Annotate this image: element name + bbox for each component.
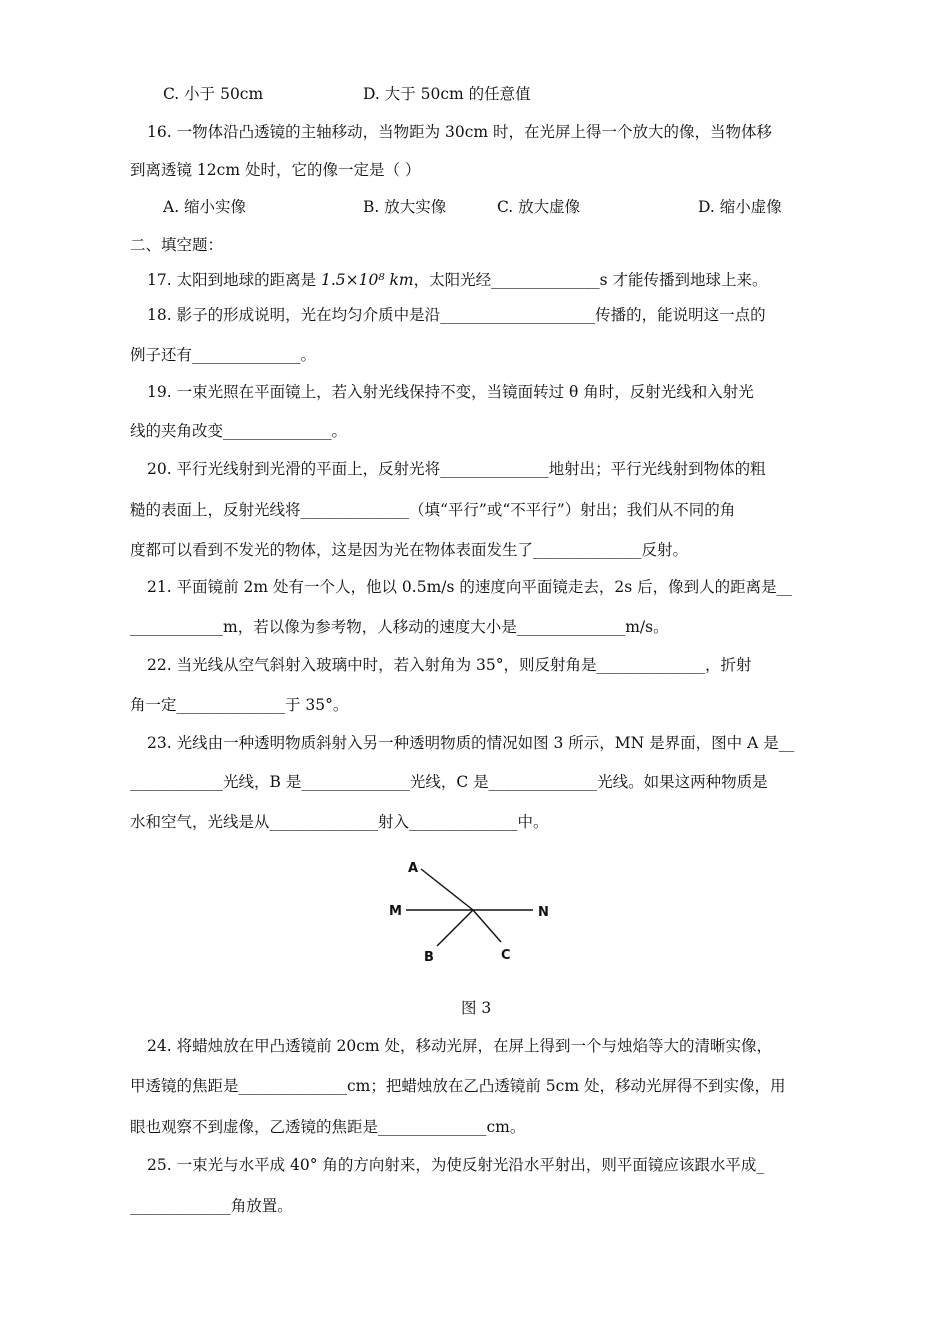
- q17-text-2: ，太阳光经______________s 才能传播到地球上来。: [413, 271, 768, 289]
- q20-line-1: 20. 平行光线射到光滑的平面上，反射光将______________地射出；平行光线射到物体的粗: [147, 460, 766, 478]
- q21-line-1: 21. 平面镜前 2m 处有一个人，他以 0.5m/s 的速度向平面镜走去，2s 后，像到人的距离是__: [147, 578, 793, 596]
- q16-option-c: C. 放大虚像: [497, 198, 581, 216]
- label-c: C: [501, 948, 511, 963]
- q16-option-b: B. 放大实像: [363, 198, 447, 216]
- q22-line-2: 角一定______________于 35°。: [130, 696, 349, 714]
- q18-line-1: 18. 影子的形成说明，光在均匀介质中是沿____________________传播的，能说明这一点的: [147, 306, 766, 324]
- q17-line-1: [147, 270, 768, 290]
- q23-line-1: 23. 光线由一种透明物质斜射入另一种透明物质的情况如图 3 所示，MN 是界面，图中 A 是__: [147, 734, 795, 752]
- q17-text: 17. 太阳到地球的距离是: [147, 271, 322, 289]
- q24-line-3: 眼也观察不到虚像，乙透镜的焦距是______________cm。: [130, 1118, 526, 1136]
- q24-line-2: 甲透镜的焦距是______________cm；把蜡烛放在乙凸透镜前 5cm 处，移动光屏得不到实像，用: [130, 1077, 786, 1095]
- q20-line-3: 度都可以看到不发光的物体，这是因为光在物体表面发生了______________反射。: [130, 541, 689, 559]
- ray-c: [473, 910, 501, 942]
- q16-line-1: 16. 一物体沿凸透镜的主轴移动，当物距为 30cm 时，在光屏上得一个放大的像，当物体移: [147, 123, 773, 141]
- q19-line-2: 线的夹角改变______________。: [130, 422, 348, 440]
- label-a: A: [408, 861, 419, 876]
- q20-line-2: 糙的表面上，反射光线将______________（填“平行”或“不平行”）射出；我们从不同的角: [130, 501, 736, 519]
- ray-b: [437, 910, 473, 946]
- q25-line-2: _____________角放置。: [130, 1197, 293, 1215]
- q16-line-2: 到离透镜 12cm 处时，它的像一定是（ ）: [130, 161, 421, 179]
- q16-option-d: D. 缩小虚像: [698, 198, 782, 216]
- figure-caption: 图 3: [461, 999, 492, 1017]
- q19-line-1: 19. 一束光照在平面镜上，若入射光线保持不变，当镜面转过 θ 角时，反射光线和入射光: [147, 383, 754, 401]
- q21-line-2: ____________m，若以像为参考物，人移动的速度大小是______________m/s。: [130, 618, 669, 636]
- q15-option-c: C. 小于 50cm: [163, 85, 264, 103]
- q24-line-1: 24. 将蜡烛放在甲凸透镜前 20cm 处，移动光屏，在屏上得到一个与烛焰等大的清晰实像，: [147, 1037, 773, 1055]
- label-m: M: [389, 904, 402, 919]
- q15-option-d: D. 大于 50cm 的任意值: [363, 85, 531, 103]
- label-n: N: [538, 905, 549, 920]
- section-heading-fill-blank: 二、填空题：: [130, 236, 224, 254]
- ray-a: [421, 869, 473, 910]
- q16-option-a: A. 缩小实像: [163, 198, 247, 216]
- q23-line-3: 水和空气，光线是从______________射入______________中。: [130, 813, 549, 831]
- q25-line-1: 25. 一束光与水平成 40° 角的方向射来，为使反射光沿水平射出，则平面镜应该跟水平成_: [147, 1156, 765, 1174]
- q23-line-2: ____________光线，B 是______________光线，C 是______________光线。如果这两种物质是: [130, 773, 768, 791]
- q17-math: 1.5×10⁸ km: [321, 271, 414, 289]
- label-b: B: [424, 950, 434, 965]
- q18-line-2: 例子还有______________。: [130, 346, 317, 364]
- q22-line-1: 22. 当光线从空气斜射入玻璃中时，若入射角为 35°，则反射角是______________，折射: [147, 656, 752, 674]
- figure-3-diagram: [383, 858, 583, 968]
